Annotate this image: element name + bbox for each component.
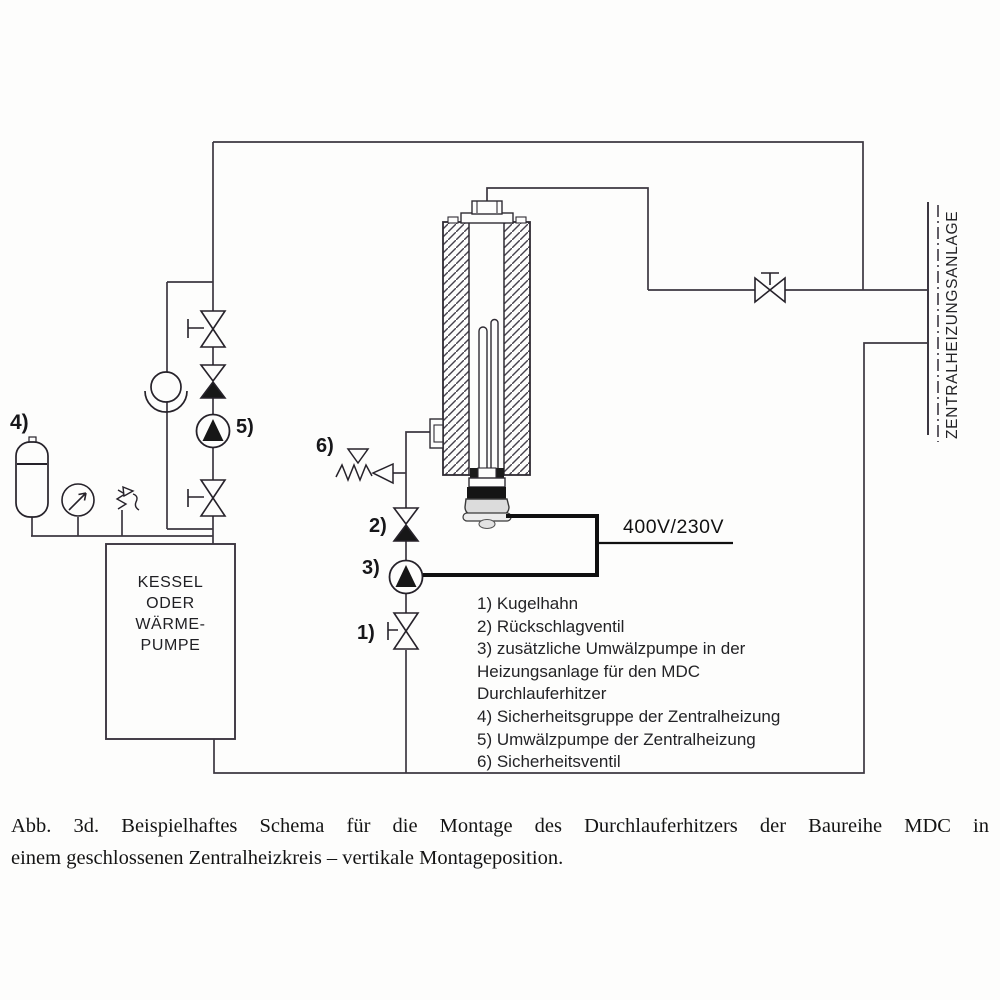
check-valve-heating <box>201 365 225 398</box>
boiler-label <box>106 572 235 656</box>
legend-line: 4) Sicherheitsgruppe der Zentralheizung <box>477 706 781 726</box>
legend-line: Heizungsanlage für den MDC <box>477 661 701 681</box>
legend-line: 3) zusätzliche Umwälzpumpe in der <box>477 639 746 659</box>
label-6: 6) <box>316 435 334 457</box>
label-4: 4) <box>10 411 29 434</box>
mdc-water-heater <box>430 201 530 529</box>
label-2: 2) <box>369 515 387 537</box>
boiler-label-line: ODER <box>146 595 195 612</box>
check-valve-2 <box>394 508 418 541</box>
shutoff-valve-wall-line <box>755 273 785 302</box>
safety-relief-valve-small <box>117 487 139 510</box>
ball-valve-heating-bottom <box>188 480 225 516</box>
expansion-vessel <box>16 437 48 517</box>
voltage-label: 400V/230V <box>623 516 725 538</box>
legend-line: 1) Kugelhahn <box>477 594 579 613</box>
central-heating-wall <box>928 202 938 442</box>
legend-line: 2) Rückschlagventil <box>477 616 625 636</box>
pump-5-central-heating <box>197 415 230 448</box>
ball-valve-heating-top <box>188 311 225 347</box>
wall-label: ZENTRALHEIZUNGSANLAGE <box>944 210 961 440</box>
ball-valve-1 <box>388 613 418 649</box>
bypass-meter-symbol <box>145 372 187 412</box>
label-1: 1) <box>357 622 375 644</box>
legend-line: Durchlauferhitzer <box>477 684 607 704</box>
boiler-label-line: KESSEL <box>137 574 204 591</box>
label-5: 5) <box>236 416 254 438</box>
pump-3-heater-circuit <box>390 561 423 594</box>
boiler-label-line: PUMPE <box>140 637 201 654</box>
legend-line: 5) Umwälzpumpe der Zentralheizung <box>477 729 756 749</box>
caption-line-1: Abb. 3d. Beispielhaftes Schema für die Montage des Durchlauferhitzers der Baureihe MDC in <box>11 815 989 837</box>
figure-caption <box>11 810 989 874</box>
legend-block <box>477 593 837 774</box>
boiler-label-line: WÄRME- <box>135 616 206 633</box>
pressure-gauge <box>62 484 94 516</box>
caption-line-2: einem geschlossenen Zentralheizkreis – vertikale Montageposition. <box>11 847 564 869</box>
label-3: 3) <box>362 557 380 579</box>
legend-line: 6) Sicherheitsventil <box>477 752 621 772</box>
safety-valve-6 <box>336 449 393 483</box>
